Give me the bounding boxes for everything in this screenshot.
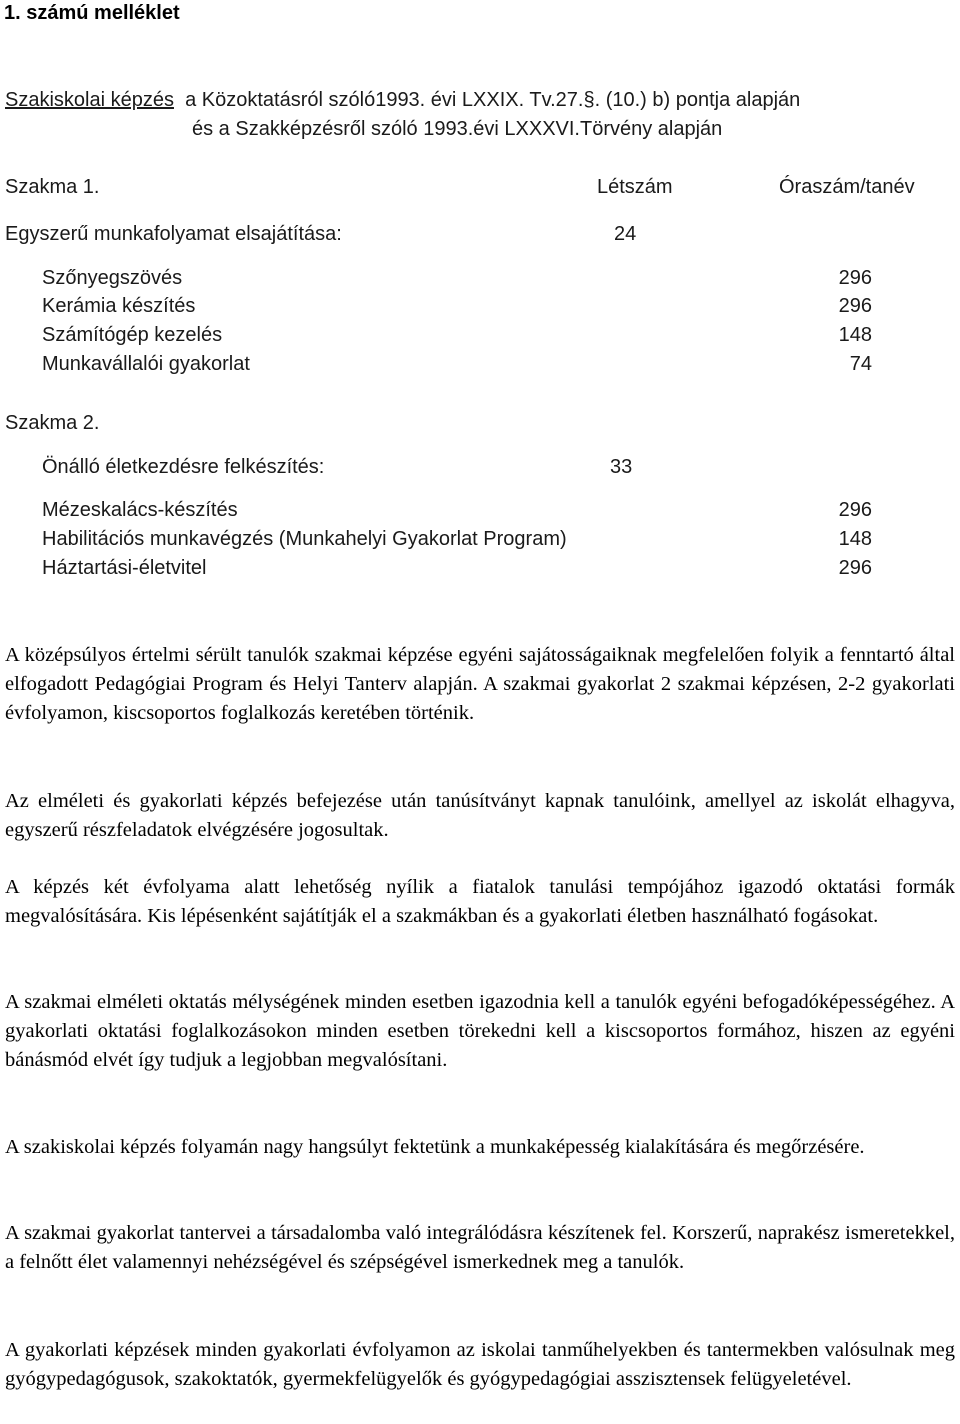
table-header-oraszam: Óraszám/tanév (779, 176, 915, 198)
paragraph: A képzés két évfolyama alatt lehetőség nyílik a fiatalok tanulási tempójához igazodó oktatási formák megvalósítására. Kis lépésenként sajátítják el a szakmákban és a gyakorlati életben használható fogásokat. (5, 876, 955, 927)
szakma2-count: 33 (610, 456, 633, 478)
szakma2-item-name: Habilitációs munkavégzés (Munkahelyi Gyakorlat Program) (42, 528, 567, 550)
szakma2-title: Önálló életkezdésre felkészítés: (42, 456, 325, 478)
szakma2-item-name: Háztartási-életvitel (42, 557, 207, 579)
szakma1-item-name: Kerámia készítés (42, 295, 196, 317)
szakma2-item-hours: 148 (838, 528, 872, 550)
paragraph: A szakmai gyakorlat tantervei a társadalomba való integrálódásra készítenek fel. Korszerű, naprakész ismeretekkel, a felnőtt élet valamennyi nehézségével és szépségével ismerkednek meg a tanulók. (5, 1222, 955, 1273)
szakma1-item-name: Számítógép kezelés (42, 324, 223, 346)
szakma1-title: Egyszerű munkafolyamat elsajátítása: (5, 223, 342, 245)
intro-line-1-text: a Közoktatásról szóló1993. évi LXXIX. Tv.27.§. (10.) b) pontja alapján (185, 89, 801, 111)
szakma1-item-hours: 296 (838, 295, 872, 317)
szakma1-item-name: Szőnyegszövés (42, 267, 183, 289)
table-header-letszam: Létszám (597, 176, 673, 198)
paragraph: A szakmai elméleti oktatás mélységének minden esetben igazodnia kell a tanulók egyéni befogadóképességéhez. A gyakorlati oktatási foglalkozásokon minden esetben törekedni kell a kiscsoportos formához, hiszen az egyéni bánásmód elvét így tudjuk a legjobban megvalósítani. (5, 991, 955, 1071)
szakma1-item-hours: 296 (838, 267, 872, 289)
intro-link[interactable]: Szakiskolai képzés (5, 89, 174, 111)
szakma2-item-hours: 296 (838, 499, 872, 521)
szakma1-item-hours: 148 (838, 324, 872, 346)
szakma1-item-hours: 74 (849, 353, 872, 375)
szakma2-label: Szakma 2. (5, 412, 100, 434)
page-heading: 1. számú melléklet (4, 2, 180, 24)
paragraph: A szakiskolai képzés folyamán nagy hangsúlyt fektetünk a munkaképesség kialakítására és megőrzésére. (5, 1136, 865, 1158)
szakma1-count: 24 (614, 223, 637, 245)
szakma2-item-hours: 296 (838, 557, 872, 579)
intro-line-1 (5, 90, 800, 110)
paragraph: Az elméleti és gyakorlati képzés befejezése után tanúsítványt kapnak tanulóink, amellyel az iskolát elhagyva, egyszerű részfeladatok elvégzésére jogosultak. (5, 790, 955, 841)
szakma2-item-name: Mézeskalács-készítés (42, 499, 238, 521)
intro-line-2: és a Szakképzésről szóló 1993.évi LXXXVI.Törvény alapján (192, 118, 723, 140)
paragraph: A középsúlyos értelmi sérült tanulók szakmai képzése egyéni sajátosságaiknak megfelelően folyik a fenntartó által elfogadott Pedagógiai Program és Helyi Tanterv alapján. A szakmai gyakorlat 2 szakmai képzésen, 2-2 gyakorlati évfolyamon, kiscsoportos foglalkozás keretében történik. (5, 644, 955, 724)
paragraph: A gyakorlati képzések minden gyakorlati évfolyamon az iskolai tanműhelyekben és tantermekben valósulnak meg gyógypedagógusok, szakoktatók, gyermekfelügyelők és gyógypedagógiai asszisztensek felügyeletével. (5, 1339, 955, 1390)
szakma1-item-name: Munkavállalói gyakorlat (42, 353, 250, 375)
table-header-szakma1: Szakma 1. (5, 176, 100, 198)
